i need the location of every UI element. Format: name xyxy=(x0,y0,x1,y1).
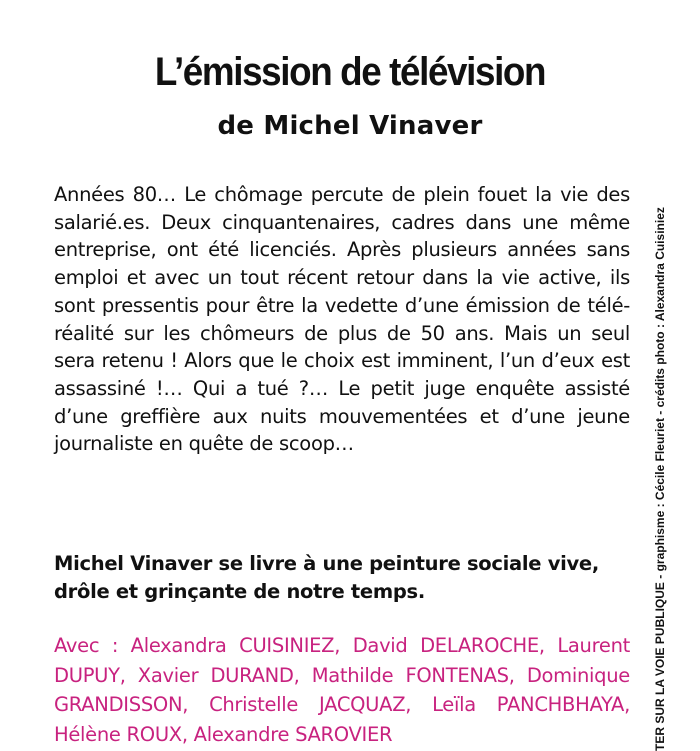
highlight-paragraph: Michel Vinaver se livre à une peinture sociale vive, drôle et grinçante de notre temps. xyxy=(54,552,599,603)
vertical-credits: TER SUR LA VOIE PUBLIQUE - graphisme : Cécile Fleuriet - crédits photo : Alexandra Cuisiniez xyxy=(653,207,667,751)
page-subtitle: de Michel Vinaver xyxy=(217,111,483,141)
cast-list: Avec : Alexandra CUISINIEZ, David DELAROCHE, Laurent DUPUY, Xavier DURAND, Mathilde FONTENAS, Dominique GRANDISSON, Christelle JACQUAZ, Leïla PANCHBHAYA, Hélène ROUX, Alexandre SAROVIER xyxy=(54,634,630,746)
page-title: L’émission de télévision xyxy=(154,50,546,94)
synopsis-paragraph: Années 80… Le chômage percute de plein fouet la vie des salarié.es. Deux cinquantenaires, cadres dans une même entreprise, ont été licenciés. Après plusieurs années sans emploi et avec un tout récent retour dans la vie active, ils sont pressentis pour être la vedette d’une émission de télé-réalité sur les chômeurs de plus de 50 ans. Mais un seul sera retenu ! Alors que le choix est imminent, l’un d’eux est assassiné !… Qui a tué ?… Le petit juge enquête assisté d’une greffière aux nuits mouvementées et d’une jeune journaliste en quête de scoop… xyxy=(54,183,630,456)
